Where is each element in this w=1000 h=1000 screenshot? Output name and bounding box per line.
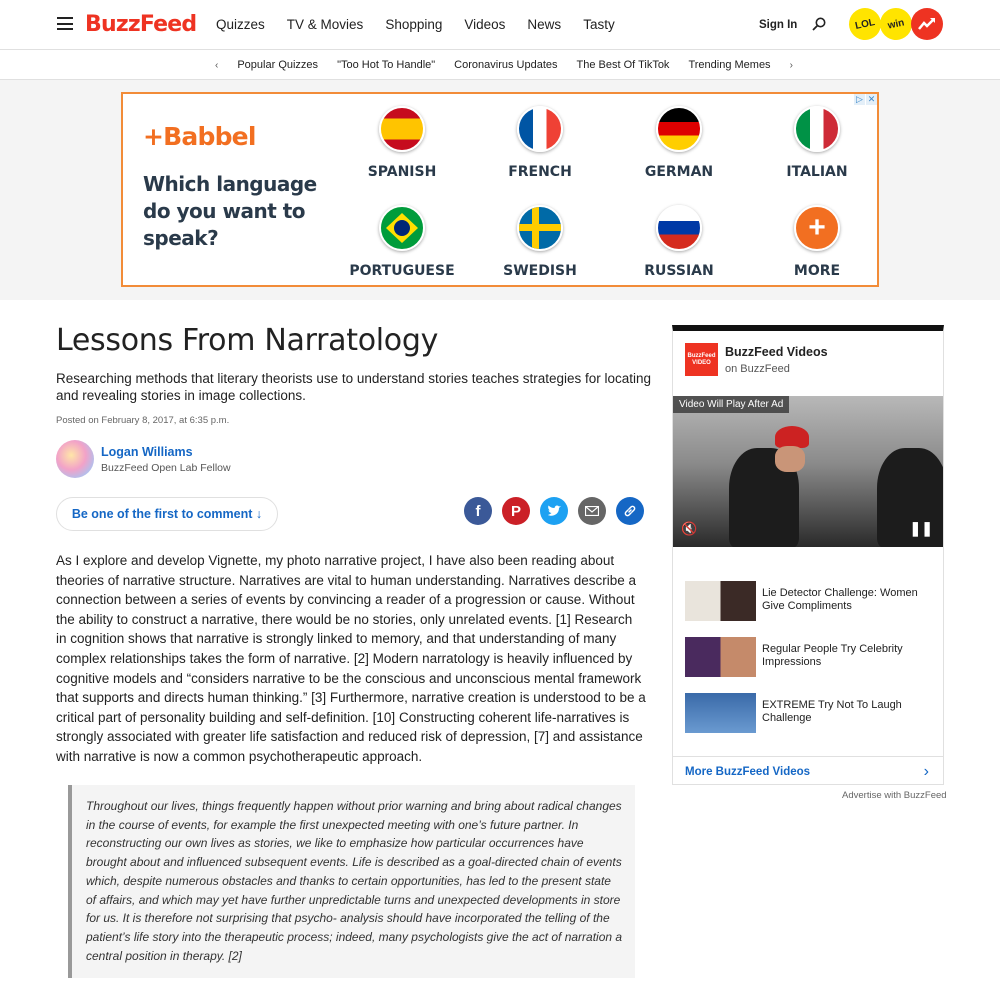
email-share-icon[interactable]: [578, 497, 606, 525]
russia-flag-icon: [656, 205, 702, 251]
babbel-plus-icon: +: [794, 205, 840, 251]
video-title[interactable]: Regular People Try Celebrity Impressions: [762, 643, 903, 668]
lang-swedish[interactable]: [475, 205, 605, 279]
nav-tv-movies[interactable]: TV & Movies: [286, 17, 364, 32]
buzzfeed-logo[interactable]: BuzzFeed: [85, 12, 197, 37]
article-blockquote: Throughout our lives, things frequently happen without prior warning and bring about radical changes in the course of events, for example the first unexpected meeting with one’s future partner. In reconstructing our own lives as stories, we like to emphasize how particular occurrences have brought about and influenced subsequent events. Life is described as a goal-directed chain of events which, despite numerous obstacles and thanks to certain opportunities, has led to the present state of affairs, and which may yet have further unpredictable turns and unexpected developments in store for us. It is therefore not surprising that psycho- analysis should have incorporated the telling of the patient’s life story into the therapeutic process; indeed, many psychologists give the act of narration a central position in therapy. [2]: [68, 785, 635, 978]
france-flag-icon: [517, 106, 563, 152]
lang-label: SWEDISH: [503, 263, 577, 279]
video-list-item[interactable]: [685, 693, 935, 733]
author-role: BuzzFeed Open Lab Fellow: [101, 462, 231, 474]
subnav-coronavirus[interactable]: Coronavirus Updates: [454, 59, 558, 71]
author-avatar[interactable]: [56, 440, 94, 478]
babbel-logo: +Babbel: [143, 122, 256, 151]
comment-button[interactable]: Be one of the first to comment ↓: [56, 497, 278, 531]
buzzfeed-video-logo[interactable]: BuzzFeed VIDEO: [685, 343, 718, 376]
nav-videos[interactable]: Videos: [464, 17, 506, 32]
lang-label: GERMAN: [644, 164, 714, 180]
video-list-item[interactable]: [685, 581, 935, 621]
ad-choices[interactable]: [854, 94, 877, 105]
video-player[interactable]: [673, 396, 943, 547]
article-title: Lessons From Narratology: [56, 323, 439, 358]
facebook-share-icon[interactable]: f: [464, 497, 492, 525]
trending-badge-icon[interactable]: [911, 8, 943, 40]
video-thumbnail[interactable]: [685, 581, 756, 621]
mute-icon[interactable]: 🔇: [681, 521, 698, 536]
nav-news[interactable]: News: [527, 17, 562, 32]
lang-german[interactable]: [614, 106, 744, 180]
subnav-tiktok[interactable]: The Best Of TikTok: [576, 59, 670, 71]
nav-quizzes[interactable]: Quizzes: [216, 17, 265, 32]
search-icon[interactable]: [812, 17, 826, 31]
lang-more[interactable]: [752, 205, 882, 279]
more-videos-link[interactable]: More BuzzFeed Videos: [685, 766, 811, 778]
nav-tasty[interactable]: Tasty: [583, 17, 615, 32]
lang-label: SPANISH: [367, 164, 437, 180]
lang-label: MORE: [793, 263, 841, 279]
win-badge-icon[interactable]: win: [877, 5, 915, 43]
driver-cap: [775, 426, 809, 448]
germany-flag-icon: [656, 106, 702, 152]
main-nav: [216, 17, 637, 32]
ad-band: [0, 80, 1000, 300]
video-title[interactable]: EXTREME Try Not To Laugh Challenge: [762, 699, 902, 724]
lang-french[interactable]: [475, 106, 605, 180]
adchoices-icon[interactable]: ▷: [854, 94, 865, 105]
lang-label: ITALIAN: [786, 164, 848, 180]
sub-nav: [0, 50, 1000, 80]
subnav-popular-quizzes[interactable]: Popular Quizzes: [237, 59, 319, 71]
lang-portuguese[interactable]: [337, 205, 467, 279]
lang-russian[interactable]: [614, 205, 744, 279]
copy-link-share-icon[interactable]: [616, 497, 644, 525]
hamburger-menu-icon[interactable]: [57, 17, 73, 31]
video-thumbnail[interactable]: [685, 693, 756, 733]
sidebar-title[interactable]: BuzzFeed Videos: [725, 345, 828, 359]
video-ad-label: Video Will Play After Ad: [673, 396, 789, 413]
subnav-too-hot[interactable]: "Too Hot To Handle": [337, 59, 436, 71]
italy-flag-icon: [794, 106, 840, 152]
video-sidebar: [672, 325, 944, 785]
video-thumbnail[interactable]: [685, 637, 756, 677]
lang-label: PORTUGUESE: [349, 263, 455, 279]
article-dek: Researching methods that literary theorists use to understand stories teaches strategies for locating and revealing stories in image collections.: [56, 371, 652, 403]
subnav-left-arrow-icon[interactable]: ‹: [215, 59, 219, 71]
posted-date: Posted on February 8, 2017, at 6:35 p.m.: [56, 415, 230, 426]
sidebar-divider: [673, 756, 943, 757]
twitter-share-icon[interactable]: [540, 497, 568, 525]
sign-in-link[interactable]: Sign In: [759, 19, 798, 31]
lang-italian[interactable]: [752, 106, 882, 180]
spain-flag-icon: [379, 106, 425, 152]
subnav-right-arrow-icon[interactable]: ›: [789, 59, 793, 71]
author-name[interactable]: Logan Williams: [101, 445, 193, 459]
brazil-flag-icon: [379, 205, 425, 251]
article-body: As I explore and develop Vignette, my photo narrative project, I have also been reading about theories of narrative structure. Narratives are vital to human understanding. Narratives describe a connection between a series of events by convincing a reader of a progression or cause. Without the ability to construct a narrative, there would be no stories, only unrelated events. [1] Research in cognition shows that narrative is strongly linked to memory, and that understanding of many complex relationships takes the form of narrative. [2] Modern narratology is heavily influenced by cognitive models and “considers narrative to be the conscious and unconscious mental framework that supports and directs human thinking.” [3] Furthermore, narrative creation is understood to be a critical part of personality building and self-definition. [10] Constructing coherent life-narratives is strongly associated with greater life satisfaction and reduced risk of depression, [7] and assistance with narrative is now a common psychotherapeutic approach.: [56, 553, 646, 764]
driver-face: [775, 446, 805, 472]
sweden-flag-icon: [517, 205, 563, 251]
chevron-right-icon[interactable]: ›: [923, 763, 929, 780]
lang-spanish[interactable]: [337, 106, 467, 180]
pinterest-share-icon[interactable]: P: [502, 497, 530, 525]
sidebar-subtitle: on BuzzFeed: [725, 363, 790, 375]
ad-close-icon[interactable]: ✕: [867, 94, 876, 104]
video-list-item[interactable]: [685, 637, 935, 677]
babbel-ad[interactable]: [121, 92, 879, 287]
subnav-trending-memes[interactable]: Trending Memes: [688, 59, 771, 71]
lang-label: FRENCH: [508, 164, 572, 180]
ad-headline: Which language do you want to speak?: [143, 172, 317, 250]
advertise-link[interactable]: Advertise with BuzzFeed: [842, 790, 947, 801]
video-title[interactable]: Lie Detector Challenge: Women Give Compliments: [762, 587, 918, 612]
lang-label: RUSSIAN: [644, 263, 714, 279]
pause-icon[interactable]: ❚❚: [909, 520, 933, 536]
lol-badge-icon[interactable]: LOL: [846, 5, 884, 43]
top-header: [0, 0, 1000, 50]
nav-shopping[interactable]: Shopping: [385, 17, 443, 32]
